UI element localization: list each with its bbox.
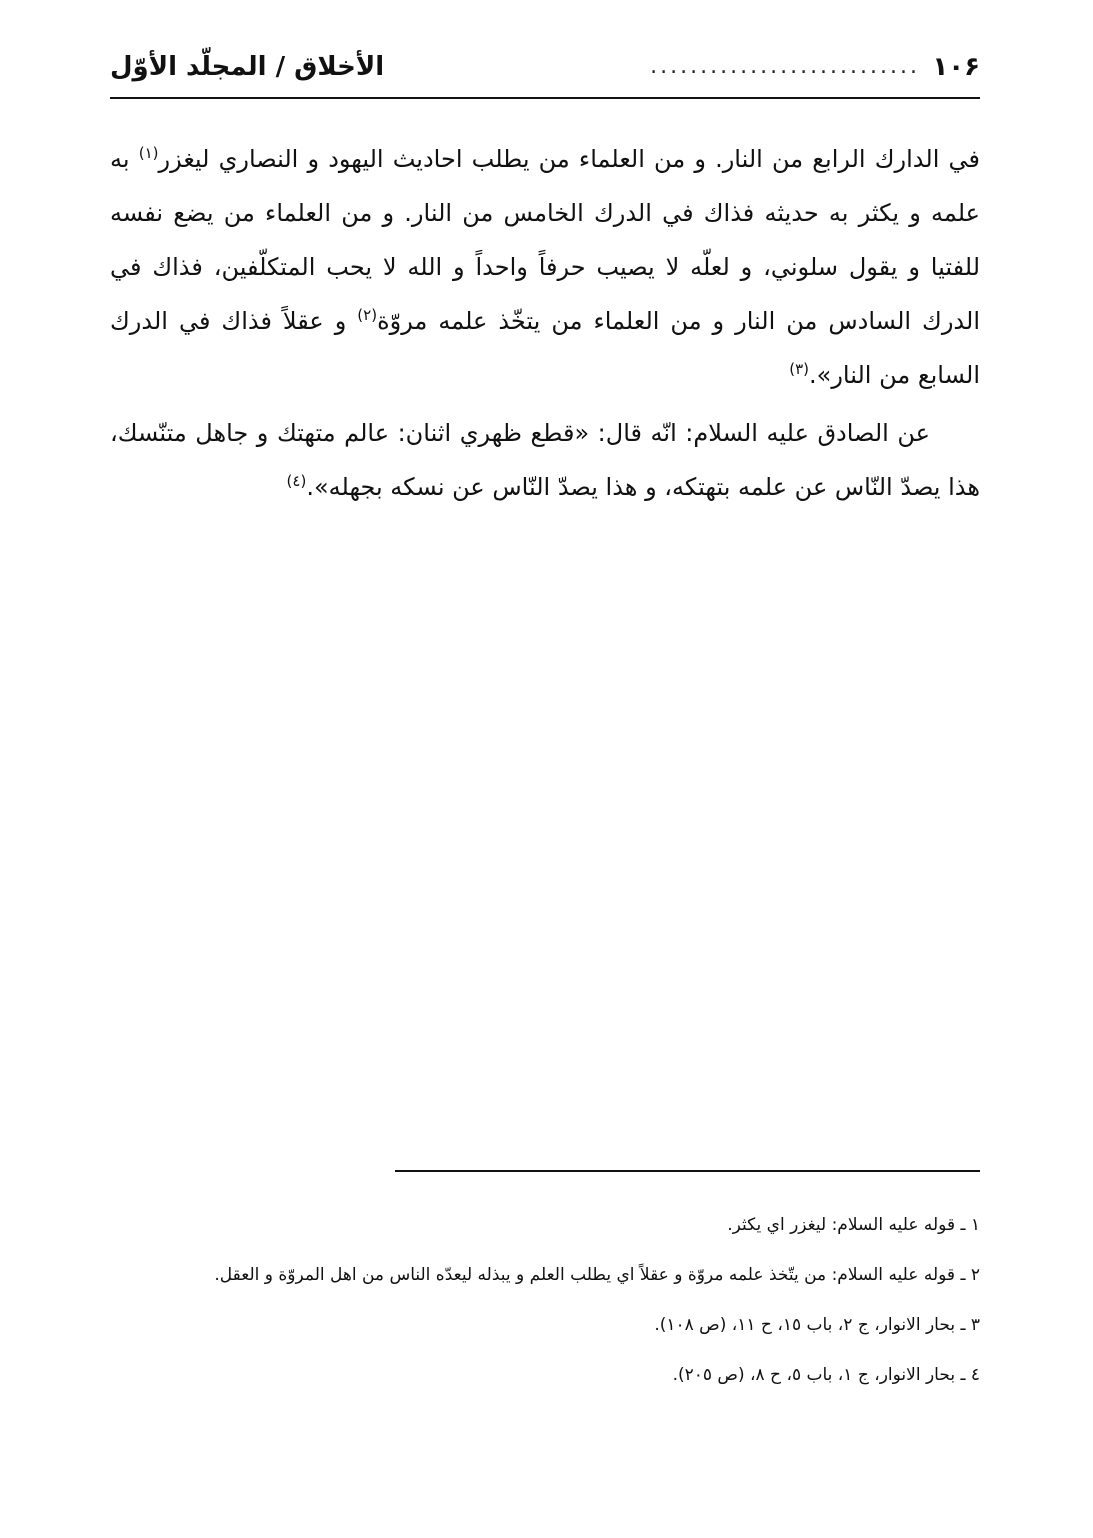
footnote-ref-4[interactable]: (٤): [286, 472, 307, 490]
paragraph-2-text: عن الصادق عليه السلام: انّه قال: «قطع ظهري اثنان: عالم متهتك و جاهل متنّسك، هذا يصدّ النّاس عن علمه بتهتكه، و هذا يصدّ النّاس عن نسكه بجهله».: [110, 419, 980, 501]
footnote-3: ٣ ـ بحار الانوار، ج ٢، باب ١٥، ح ١١، (ص ١٠٨).: [654, 1315, 980, 1335]
footnote-4: ٤ ـ بحار الانوار، ج ١، باب ٥، ح ٨، (ص ٢٠٥).: [672, 1365, 980, 1385]
footnote-divider: [395, 1170, 980, 1172]
running-title: الأخلاق / المجلّد الأوّل: [110, 52, 385, 82]
header-leader-dots: ...........................: [650, 54, 920, 79]
footnote-1: ١ ـ قوله عليه السلام: ليغزر اي يكثر.: [727, 1215, 980, 1235]
paragraph-1-part-3: و عقلاً فذاك في الدرك السابع من النار».: [110, 307, 980, 389]
paragraph-2: [110, 406, 980, 514]
footnote-ref-2[interactable]: (٢): [357, 306, 378, 324]
paragraph-1: [110, 132, 980, 402]
header-divider: [110, 97, 980, 99]
footnotes-section: [130, 1200, 980, 1400]
main-text: [110, 132, 980, 514]
paragraph-1-part-2: به علمه و يكثر به حديثه فذاك في الدرك الخامس من النار. و من العلماء من يضع نفسه للفتيا و يقول سلوني، و لعلّه لا يصيب حرفاً واحداً و الله لا يحب المتكلّفين، فذاك في الدرك السادس من النار و من العلماء من يتخّذ علمه مروّة: [110, 145, 980, 335]
running-header: [110, 52, 980, 92]
footnote-2: ٢ ـ قوله عليه السلام: من يتّخذ علمه مروّة و عقلاً اي يطلب العلم و يبذله ليعدّه الناس من اهل المروّة و العقل.: [214, 1265, 980, 1285]
footnote-ref-3[interactable]: (٣): [789, 360, 810, 378]
footnote-ref-1[interactable]: (١): [138, 144, 159, 162]
paragraph-1-part-1: في الدارك الرابع من النار. و من العلماء من يطلب احاديث اليهود و النصاري ليغزر: [158, 145, 980, 173]
page-number: ١٠۶: [932, 52, 980, 82]
